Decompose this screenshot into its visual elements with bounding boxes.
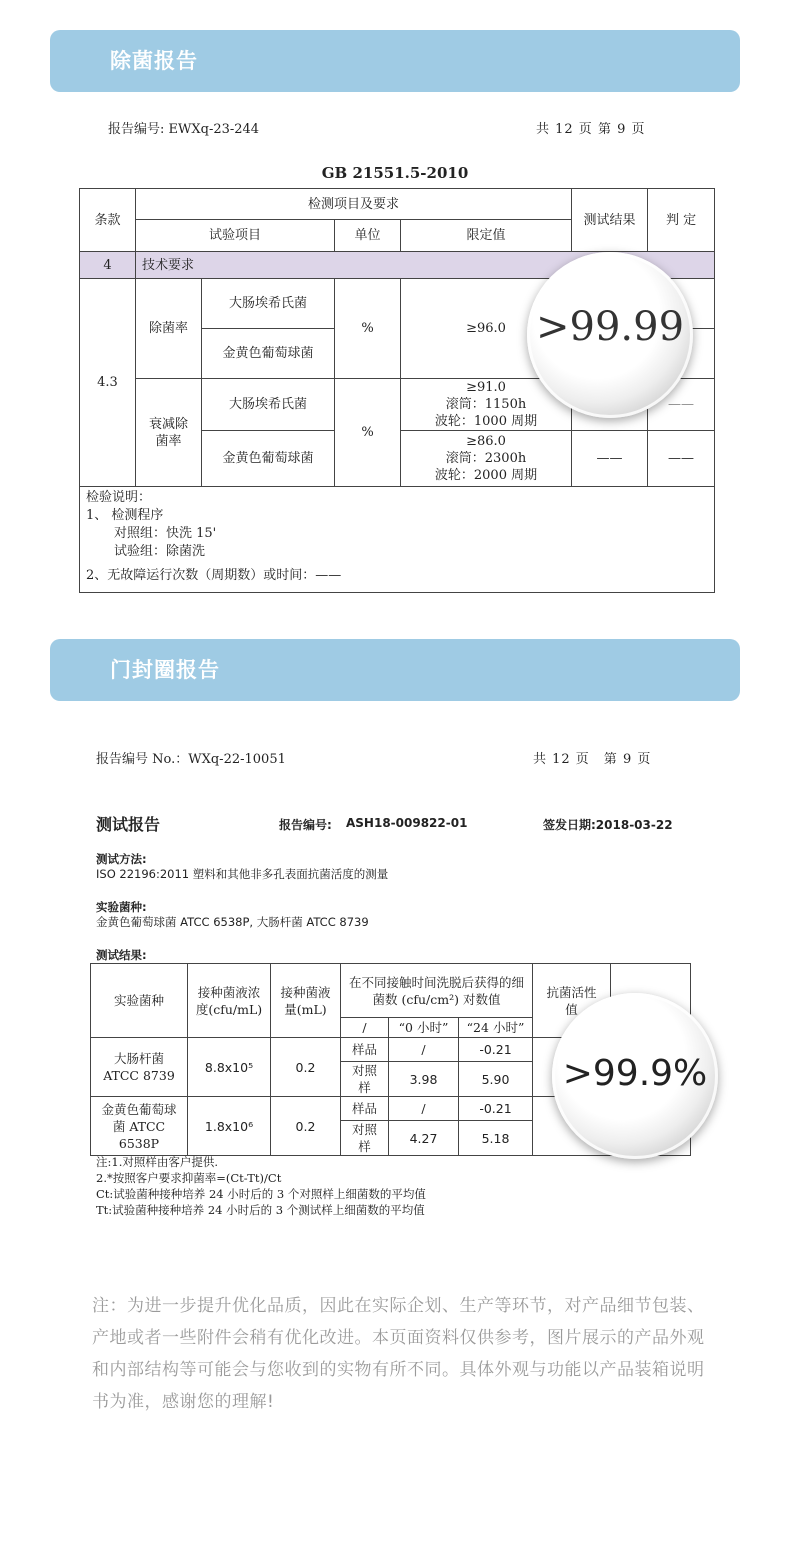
row4-label: 技术要求 — [136, 252, 715, 279]
saureus-label-2: 金黄色葡萄球菌 — [202, 431, 335, 487]
row4-clause: 4 — [80, 252, 136, 279]
header-judge: 判 定 — [648, 189, 715, 252]
table-notes: 注:1.对照样由客户提供. 2.*按照客户要求抑菌率=(Ct-Tt)/Ct Ct:试验菌种接种培养 24 小时后的 3 个对照样上细菌数的平均值 Tt:试验菌种接种培养 24 小时后的 3 个测试样上细菌数的平均值 — [96, 1155, 426, 1217]
row-ecoli-conc: 8.8x10⁵ — [188, 1038, 271, 1097]
banner-title-2: 门封圈报告 — [110, 658, 220, 682]
row-saureus-control: 对照样 — [341, 1121, 389, 1156]
row-ecoli-control: 对照样 — [341, 1062, 389, 1097]
header-activity: 抗菌活性值 — [533, 964, 611, 1038]
limit-block-2: ≥86.0 滚筒：2300h 波轮：2000 周期 — [401, 431, 572, 487]
header-0h: “0 小时” — [389, 1018, 459, 1038]
header-volume: 接种菌液量(mL) — [271, 964, 341, 1038]
banner-door-seal-report — [50, 639, 740, 701]
page-info: 共 12 页 第 9 页 — [536, 122, 646, 137]
header-result: 测试结果 — [572, 189, 648, 252]
page-info-2: 共 12 页 第 9 页 — [533, 752, 652, 767]
header-clause: 条款 — [80, 189, 136, 252]
magnified-value: >99.99 — [535, 304, 685, 350]
result-label: 测试结果: — [96, 948, 147, 962]
header-counts: 在不同接触时间洗脱后获得的细菌数 (cfu/cm²) 对数值 — [341, 964, 533, 1018]
limit-96: ≥96.0 — [401, 279, 572, 379]
header-strain: 实验菌种 — [91, 964, 188, 1038]
sterilization-rate-label: 除菌率 — [136, 279, 202, 379]
header-slash: / — [341, 1018, 389, 1038]
banner-sterilization-report — [50, 30, 740, 92]
row-ecoli-strain: 大肠杆菌 ATCC 8739 — [91, 1038, 188, 1097]
inspection-notes: 检验说明： 1、 检测程序 对照组：快洗 15' 试验组：除菌洗 2、无故障运行次数（周期数）或时间：—— — [80, 487, 715, 593]
magnified-value-2: >99.9% — [562, 1053, 708, 1094]
issue-date: 签发日期:2018-03-22 — [543, 818, 673, 832]
header-limit: 限定值 — [401, 220, 572, 252]
method-text: ISO 22196:2011 塑料和其他非多孔表面抗菌活度的测量 — [96, 867, 389, 881]
row-ecoli-sample: 样品 — [341, 1038, 389, 1062]
clause-4-3: 4.3 — [80, 279, 136, 487]
disclaimer-text: 注：为进一步提升优化品质，因此在实际企划、生产等环节，对产品细节包装、产地或者一些附件会稍有优化改进。本页面资料仅供参考，图片展示的产品外观和内部结构等可能会与您收到的实物有所不同。具体外观与功能以产品装箱说明书为准，感谢您的理解! — [92, 1296, 705, 1412]
row-saureus-strain: 金黄色葡萄球菌 ATCC 6538P — [91, 1097, 188, 1156]
report-number-2: 报告编号 No.：WXq-22-10051 — [96, 752, 286, 767]
unit-percent-2: % — [335, 379, 401, 487]
unit-percent: % — [335, 279, 401, 379]
report-number: 报告编号: EWXq-23-244 — [108, 122, 260, 137]
report-code-label: 报告编号: — [279, 818, 332, 832]
standard-title: GB 21551.5-2010 — [321, 164, 469, 182]
result-dash: —— — [572, 431, 648, 487]
header-24h: “24 小时” — [459, 1018, 533, 1038]
row-ecoli-vol: 0.2 — [271, 1038, 341, 1097]
saureus-label: 金黄色葡萄球菌 — [202, 329, 335, 379]
ecoli-label: 大肠埃希氏菌 — [202, 279, 335, 329]
header-concentration: 接种菌液浓度(cfu/mL) — [188, 964, 271, 1038]
magnifier-result-2 — [552, 993, 718, 1159]
strain-text: 金黄色葡萄球菌 ATCC 6538P, 大肠杆菌 ATCC 8739 — [96, 915, 369, 929]
row-saureus-conc: 1.8x10⁶ — [188, 1097, 271, 1156]
antibacterial-table: 实验菌种 接种菌液浓度(cfu/mL) 接种菌液量(mL) 在不同接触时间洗脱后获得的细菌数 (cfu/cm²) 对数值 抗菌活性值 / “0 小时” “24 小时” 大肠杆菌 ATCC 8739 8.8x10⁵ 0.2 样品 / -0.21 对照样 3.98 5.90 金黄色葡萄球菌 ATCC 6538P 1.8x10⁶ 0.2 样品 / -0.21 对照样 4.27 5.18 — [90, 963, 691, 1156]
magnifier-result-1 — [527, 252, 693, 418]
decay-rate-label: 衰减除菌率 — [136, 379, 202, 487]
ecoli-label-2: 大肠埃希氏菌 — [202, 379, 335, 431]
test-report-title: 测试报告 — [96, 815, 161, 834]
limit-block-1: ≥91.0 滚筒：1150h 波轮：1000 周期 — [401, 379, 572, 431]
strain-label: 实验菌种: — [96, 900, 147, 914]
header-items-requirements: 检测项目及要求 — [136, 189, 572, 220]
banner-title: 除菌报告 — [110, 49, 198, 73]
header-unit: 单位 — [335, 220, 401, 252]
method-label: 测试方法: — [96, 852, 147, 866]
judge-dash-1: —— — [648, 379, 715, 431]
row-saureus-vol: 0.2 — [271, 1097, 341, 1156]
report-code: ASH18-009822-01 — [346, 816, 468, 830]
row-saureus-sample: 样品 — [341, 1097, 389, 1121]
judge-dash-2: —— — [648, 431, 715, 487]
header-test-item: 试验项目 — [136, 220, 335, 252]
